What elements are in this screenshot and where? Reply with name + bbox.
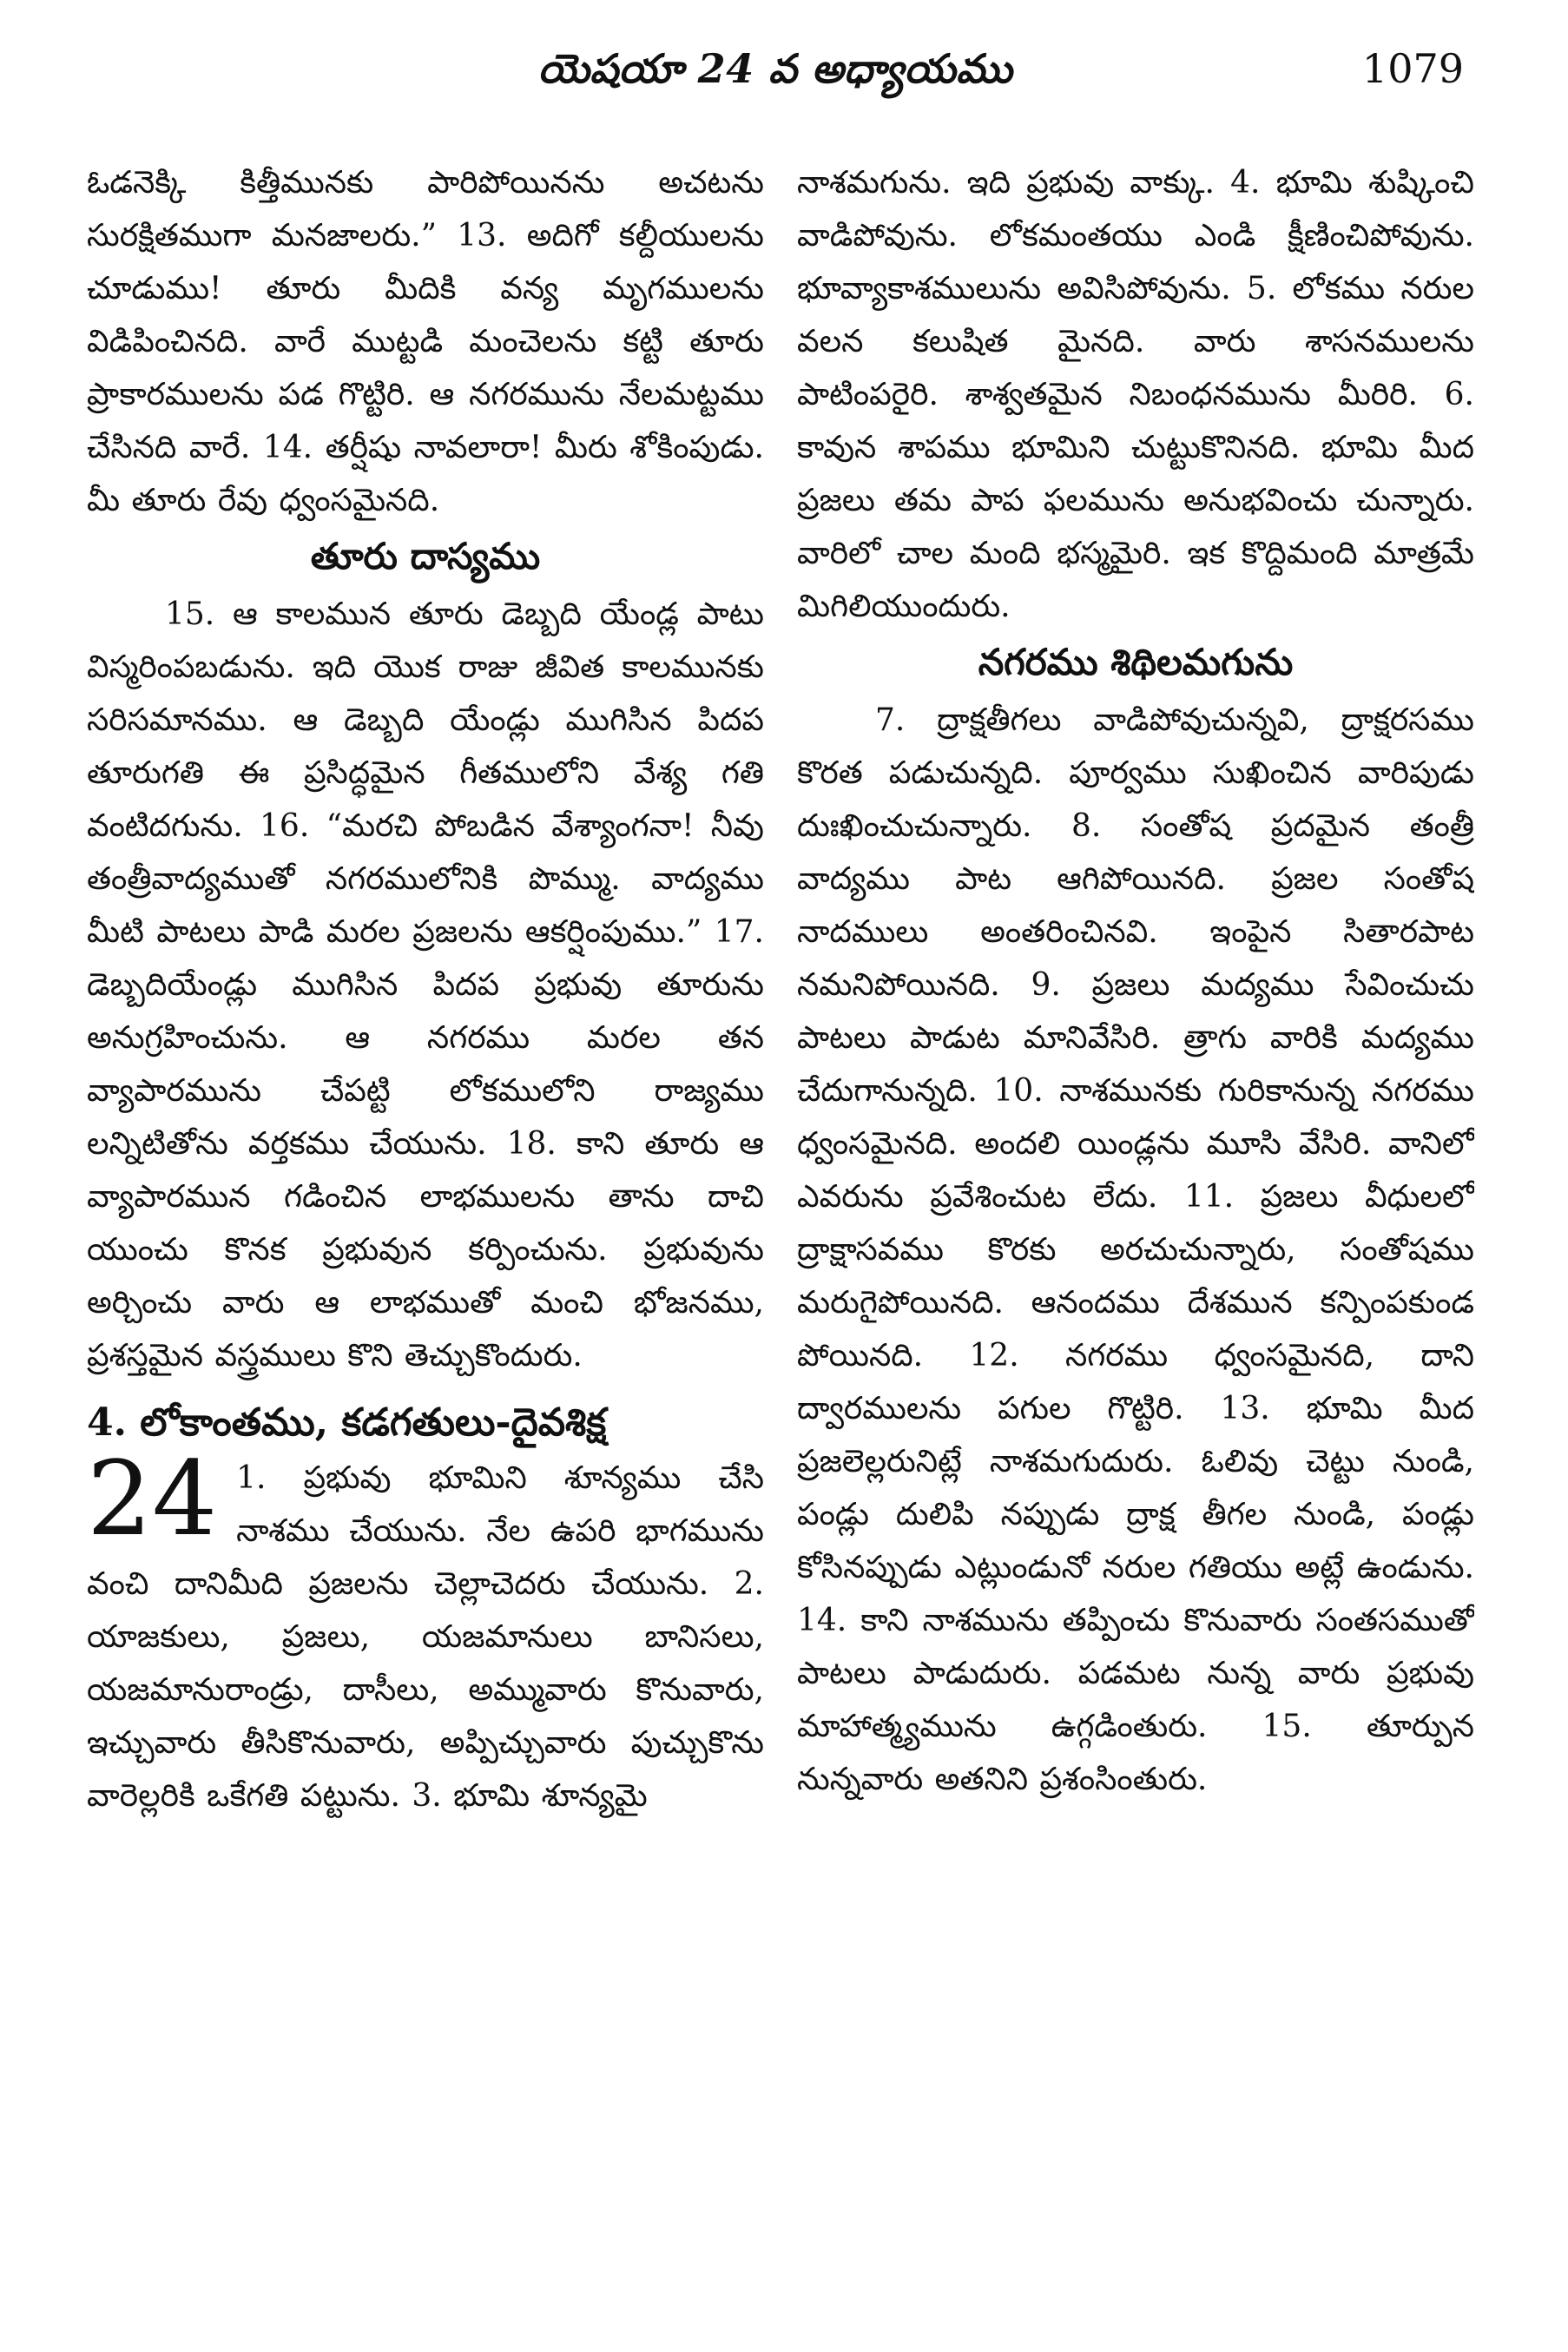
running-title: యెషయా 24 వ అధ్యాయము	[537, 45, 1013, 92]
paragraph: ఓడనెక్కి కిత్తీమునకు పారిపోయినను అచటను సురక్షితముగా మనజాలరు.” 13. అదిగో కల్దీయులను చూడుము! తూరు మీదికి వన్య మృగములను విడిపించినది. వారే ముట్టడి మంచెలను కట్టి తూరు ప్రాకారములను పడ గొట్టిరి. ఆ నగరమును నేలమట్టము చేసినది వారే. 14. తర్షీషు నావలారా! మీరు శోకింపుడు. మీ తూరు రేవు ధ్వంసమైనది.	[87, 165, 764, 518]
paragraph: 15. ఆ కాలమున తూరు డెబ్బది యేండ్ల పాటు విస్మరింపబడును. ఇది యొక రాజు జీవిత కాలమునకు సరిసమానము. ఆ డెబ్బది యేండ్లు ముగిసిన పిదప తూరుగతి ఈ ప్రసిద్ధమైన గీతములోని వేశ్య గతి వంటిదగును. 16. “మరచి పోబడిన వేశ్యాంగనా! నీవు తంత్రీవాద్యముతో నగరములోనికి పొమ్ము. వాద్యము మీటి పాటలు పాడి మరల ప్రజలను ఆకర్షింపుము.” 17. డెబ్బదియేండ్లు ముగిసిన పిదప ప్రభువు తూరును అనుగ్రహించును. ఆ నగరము మరల తన వ్యాపారమును చేపట్టి లోకములోని రాజ్యము లన్నిటితోను వర్తకము చేయును. 18. కాని తూరు ఆ వ్యాపారమున గడించిన లాభములను తాను దాచి యుంచు కొనక ప్రభువున కర్పించును. ప్రభువును అర్చించు వారు ఆ లాభముతో మంచి భోజనము, ప్రశస్తమైన వస్త్రములు కొని తెచ్చుకొందురు.	[87, 596, 764, 1374]
running-header	[87, 45, 1464, 106]
left-column	[87, 156, 764, 2309]
section-heading: తూరు దాస్యము	[310, 535, 541, 577]
paragraph: నాశమగును. ఇది ప్రభువు వాక్కు. 4. భూమి శుష్కించి వాడిపోవును. లోకమంతయు ఎండి క్షీణించిపోవును. భూవ్యాకాశములును అవిసిపోవును. 5. లోకము నరుల వలన కలుషిత మైనది. వారు శాసనములను పాటింపరైరి. శాశ్వతమైన నిబంధనమును మీరిరి. 6. కావున శాపము భూమిని చుట్టుకొనినది. భూమి మీద ప్రజలు తమ పాప ఫలమును అనుభవించు చున్నారు. వారిలో చాల మంది భస్మమైరి. ఇక కొద్దిమంది మాత్రమే మిగిలియుందురు.	[797, 165, 1474, 624]
chapter-number: 24	[87, 1439, 218, 1558]
right-column	[797, 156, 1474, 2309]
chapter-heading: 4. లోకాంతము, కడగతులు-దైవశిక్ష	[87, 1400, 607, 1445]
paragraph: 7. ద్రాక్షతీగలు వాడిపోవుచున్నవి, ద్రాక్షరసము కొరత పడుచున్నది. పూర్వము సుఖించిన వారిపుడు దుఃఖించుచున్నారు. 8. సంతోష ప్రదమైన తంత్రీ వాద్యము పాట ఆగిపోయినది. ప్రజల సంతోష నాదములు అంతరించినవి. ఇంపైన సితారపాట నమనిపోయినది. 9. ప్రజలు మద్యము సేవించుచు పాటలు పాడుట మానివేసిరి. త్రాగు వారికి మద్యము చేదుగానున్నది. 10. నాశమునకు గురికానున్న నగరము ధ్వంసమైనది. అందలి యిండ్లను మూసి వేసిరి. వానిలో ఎవరును ప్రవేశించుట లేదు. 11. ప్రజలు వీధులలో ద్రాక్షాసవము కొరకు అరచుచున్నారు, సంతోషము మరుగైపోయినది. ఆనందము దేశమున కన్పింపకుండ పోయినది. 12. నగరము ధ్వంసమైనది, దాని ద్వారములను పగుల గొట్టిరి. 13. భూమి మీద ప్రజలెల్లరునిట్లే నాశమగుదురు. ఓలివు చెట్టు నుండి, పండ్లు దులిపి నప్పుడు ద్రాక్ష తీగల నుండి, పండ్లు కోసినప్పుడు ఎట్లుండునో నరుల గతియు అట్లే ఉండును. 14. కాని నాశమును తప్పించు కొనువారు సంతసముతో పాటలు పాడుదురు. పడమట నున్న వారు ప్రభువు మాహాత్మ్యమును ఉగ్గడింతురు. 15. తూర్పున నున్నవారు అతనిని ప్రశంసింతురు.	[797, 702, 1474, 1797]
page-number: 1079	[1361, 45, 1464, 92]
chapter-opening	[87, 1439, 764, 1822]
paragraph: 1. ప్రభువు భూమిని శూన్యము చేసి నాశము చేయును. నేల ఉపరి భాగమును వంచి దానిమీది ప్రజలను చెల్లాచెదరు చేయును. 2. యాజకులు, ప్రజలు, యజమానులు బానిసలు, యజమానురాండ్రు, దాసీలు, అమ్మువారు కొనువారు, ఇచ్చువారు తీసికొనువారు, అప్పిచ్చువారు పుచ్చుకొను వారెల్లరికి ఒకేగతి పట్టును. 3. భూమి శూన్యమై	[87, 1460, 764, 1814]
section-heading: నగరము శిథిలమగును	[978, 641, 1294, 683]
